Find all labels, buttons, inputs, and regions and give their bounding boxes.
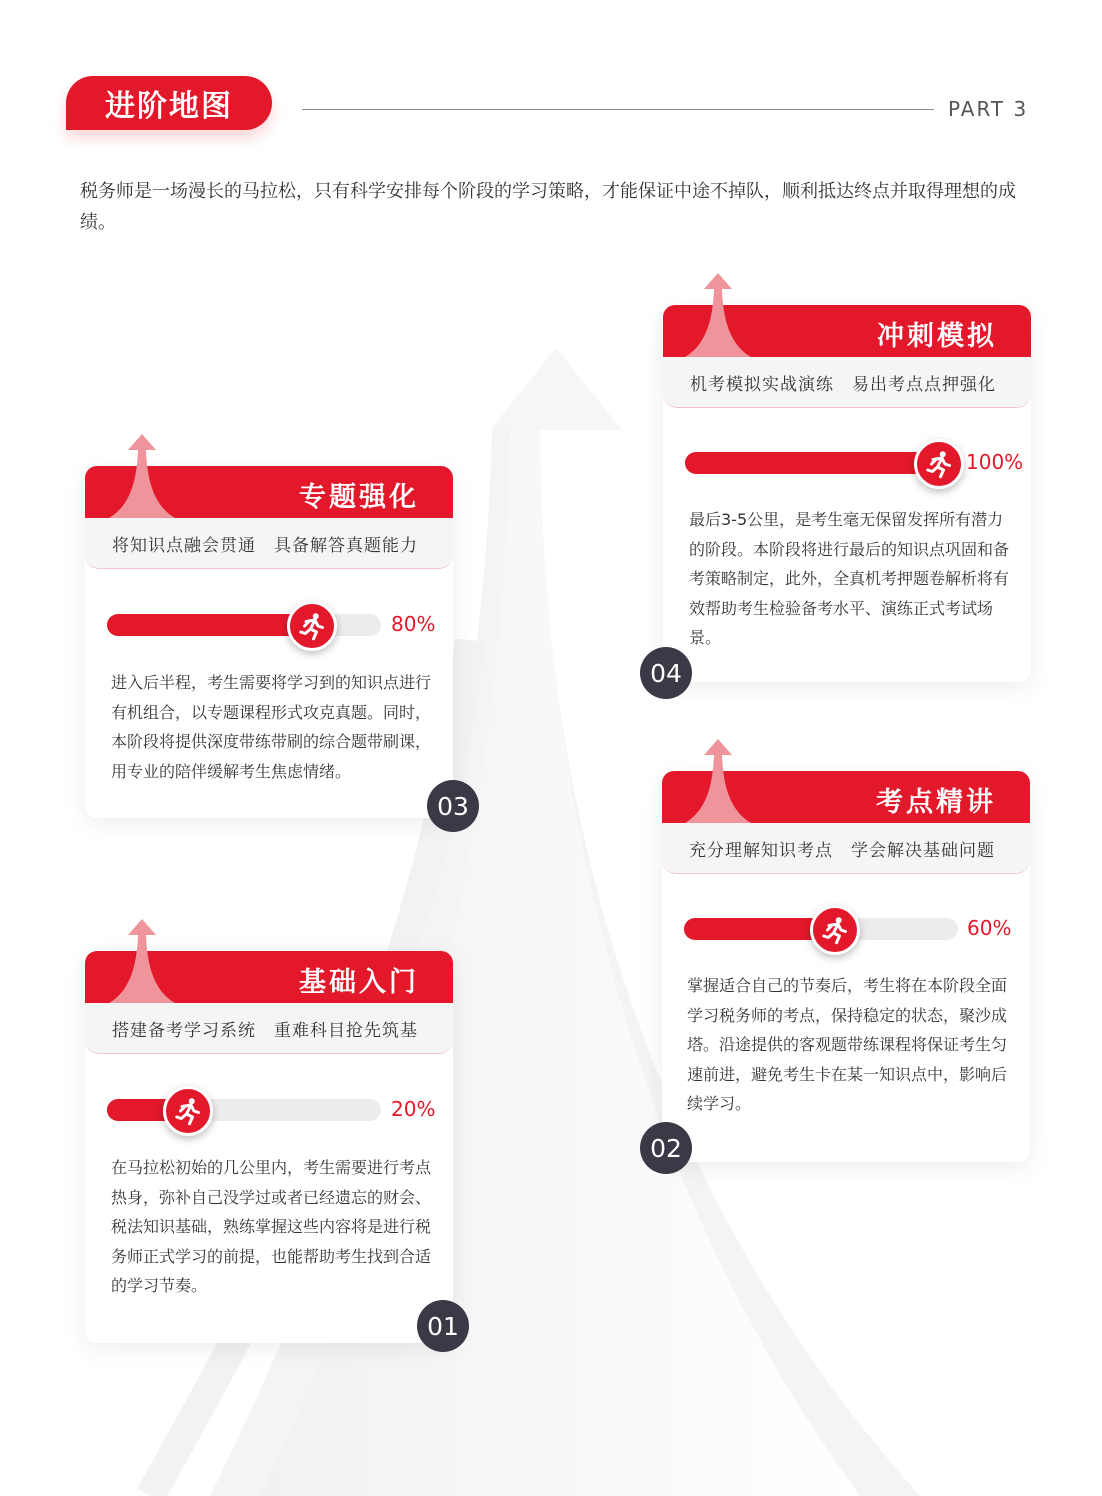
- stage-title: 基础入门: [299, 967, 419, 998]
- intro-paragraph: 税务师是一场漫长的马拉松，只有科学安排每个阶段的学习策略，才能保证中途不掉队，顺利抵达终点并取得理想的成绩。: [80, 181, 1016, 233]
- stage-subtitle: 机考模拟实战演练 易出考点点押强化: [663, 357, 1031, 408]
- rising-arrow-icon: [107, 919, 177, 1003]
- stage-card-01: [85, 951, 453, 1343]
- stage-number-badge: 04: [640, 647, 692, 699]
- stage-title: 考点精讲: [876, 787, 996, 818]
- progress-bar: [107, 614, 381, 636]
- stage-card-header: [662, 771, 1030, 823]
- stage-card-header: [85, 466, 453, 518]
- progress-percent: 60%: [967, 916, 1012, 940]
- stage-card-header: [663, 305, 1031, 357]
- stage-subtitle: 充分理解知识考点 学会解决基础问题: [662, 823, 1030, 874]
- stage-subtitle: 搭建备考学习系统 重难科目抢先筑基: [85, 1003, 453, 1054]
- rising-arrow-icon: [683, 739, 753, 823]
- stage-card-03: [85, 466, 453, 818]
- stage-number-badge: 02: [640, 1122, 692, 1174]
- stage-card-02: [662, 771, 1030, 1162]
- progress-percent: 80%: [391, 612, 436, 636]
- runner-icon: [810, 905, 860, 955]
- part-label: PART 3: [948, 97, 1029, 121]
- stage-card-04: [663, 305, 1031, 682]
- progress-percent: 100%: [966, 450, 1024, 474]
- progress-bar: [107, 1099, 381, 1121]
- stage-description: 掌握适合自己的节奏后，考生将在本阶段全面学习税务师的考点，保持稳定的状态，聚沙成塔。沿途提供的客观题带练课程将保证考生匀速前进，避免考生卡在某一知识点中，影响后续学习。: [687, 976, 1008, 1113]
- progress-fill: [685, 452, 937, 474]
- stage-number-badge: 01: [417, 1300, 469, 1352]
- runner-icon: [287, 601, 337, 651]
- runner-icon: [914, 439, 964, 489]
- stage-number-badge: 03: [427, 780, 479, 832]
- runner-icon: [163, 1086, 213, 1136]
- progress-percent: 20%: [391, 1097, 436, 1121]
- stage-description: 最后3-5公里，是考生毫无保留发挥所有潜力的阶段。本阶段将进行最后的知识点巩固和备考策略制定，此外，全真机考押题卷解析将有效帮助考生检验备考水平、演练正式考试场景。: [689, 510, 1010, 647]
- section-title: 进阶地图: [105, 89, 233, 124]
- stage-title: 冲刺模拟: [877, 321, 997, 352]
- header-divider: [302, 109, 934, 110]
- section-title-pill: [66, 76, 272, 130]
- stage-title: 专题强化: [299, 482, 419, 513]
- stage-description: 在马拉松初始的几公里内，考生需要进行考点热身，弥补自己没学过或者已经遗忘的财会、税法知识基础，熟练掌握这些内容将是进行税务师正式学习的前提，也能帮助考生找到合适的学习节奏。: [111, 1158, 432, 1295]
- stage-subtitle: 将知识点融会贯通 具备解答真题能力: [85, 518, 453, 569]
- rising-arrow-icon: [107, 434, 177, 518]
- rising-arrow-icon: [683, 273, 753, 357]
- progress-bar: [684, 918, 958, 940]
- progress-bar: [685, 452, 937, 474]
- stage-card-header: [85, 951, 453, 1003]
- stage-description: 进入后半程，考生需要将学习到的知识点进行有机组合，以专题课程形式攻克真题。同时，本阶段将提供深度带练带刷的综合题带刷课，用专业的陪伴缓解考生焦虑情绪。: [111, 673, 432, 781]
